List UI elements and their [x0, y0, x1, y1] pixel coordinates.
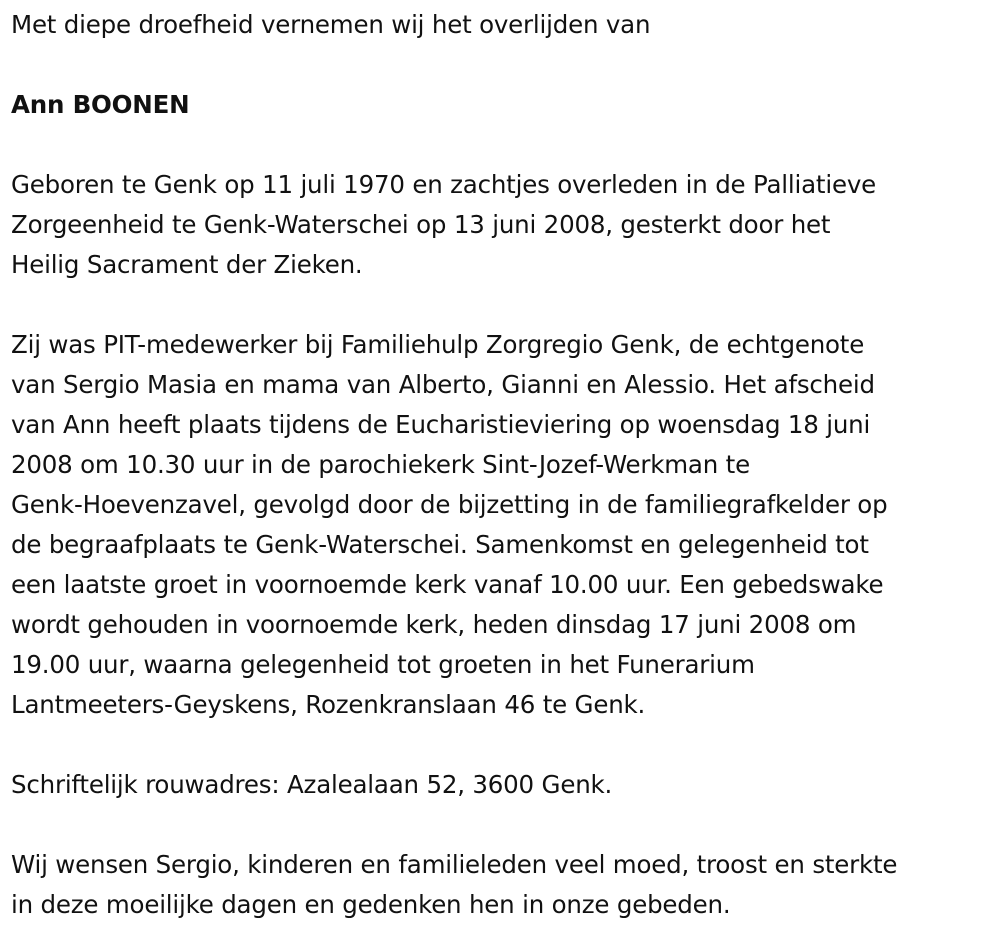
details-paragraph — [11, 325, 1000, 725]
closing-paragraph — [11, 845, 1000, 925]
text-line: 2008 om 10.30 uur in de parochiekerk Sint-Jozef-Werkman te — [11, 450, 750, 479]
text-line: Wij wensen Sergio, kinderen en familieleden veel moed, troost en sterkte — [11, 850, 898, 879]
spacer — [11, 725, 1000, 765]
mourning-address: Schriftelijk rouwadres: Azalealaan 52, 3600 Genk. — [11, 770, 613, 799]
spacer — [11, 45, 1000, 85]
text-line: Lantmeeters-Geyskens, Rozenkranslaan 46 te Genk. — [11, 690, 646, 719]
birth-death-paragraph — [11, 165, 1000, 285]
text-line: Heilig Sacrament der Zieken. — [11, 250, 363, 279]
text-line: wordt gehouden in voornoemde kerk, heden dinsdag 17 juni 2008 om — [11, 610, 857, 639]
intro-paragraph — [11, 0, 1000, 45]
spacer — [11, 125, 1000, 165]
spacer — [11, 805, 1000, 845]
text-line: Zorgeenheid te Genk-Waterschei op 13 juni 2008, gesterkt door het — [11, 210, 831, 239]
text-line: van Sergio Masia en mama van Alberto, Gianni en Alessio. Het afscheid — [11, 370, 875, 399]
mourning-address-paragraph — [11, 765, 1000, 805]
text-line: van Ann heeft plaats tijdens de Eucharistieviering op woensdag 18 juni — [11, 410, 871, 439]
spacer — [11, 285, 1000, 325]
deceased-name-paragraph — [11, 85, 1000, 125]
text-line: de begraafplaats te Genk-Waterschei. Samenkomst en gelegenheid tot — [11, 530, 869, 559]
text-line: in deze moeilijke dagen en gedenken hen in onze gebeden. — [11, 890, 731, 919]
text-line: Zij was PIT-medewerker bij Familiehulp Zorgregio Genk, de echtgenote — [11, 330, 865, 359]
deceased-name: Ann BOONEN — [11, 90, 190, 119]
text-line: een laatste groet in voornoemde kerk vanaf 10.00 uur. Een gebedswake — [11, 570, 884, 599]
intro-text: Met diepe droefheid vernemen wij het overlijden van — [11, 10, 651, 39]
text-line: Genk-Hoevenzavel, gevolgd door de bijzetting in de familiegrafkelder op — [11, 490, 888, 519]
text-line: Geboren te Genk op 11 juli 1970 en zachtjes overleden in de Palliatieve — [11, 170, 876, 199]
text-line: 19.00 uur, waarna gelegenheid tot groeten in het Funerarium — [11, 650, 755, 679]
